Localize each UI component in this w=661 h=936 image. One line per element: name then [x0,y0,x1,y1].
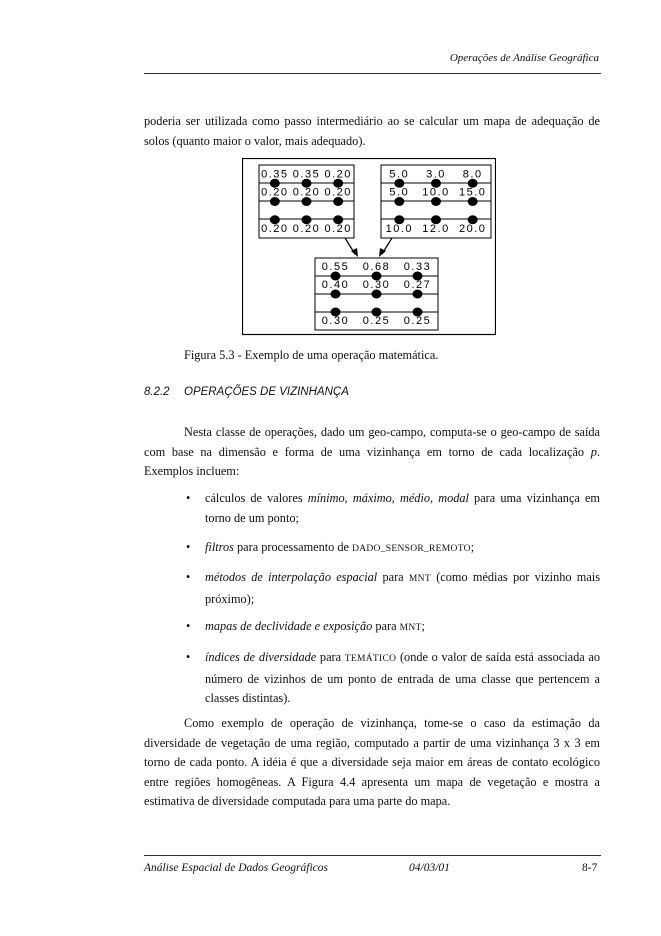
grid-c-value: 0.30 [362,279,391,292]
bullet1-sep-3: , [430,491,439,505]
grid-b-value: 5.0 [389,168,410,181]
bullet2-em: filtros [205,540,234,554]
grid-b-value: 12.0 [422,223,450,236]
bullet3-smallcaps: MNT [408,574,431,584]
grid-a-value: 0.20 [292,186,321,199]
bullet2-text-a: para processamento de [233,540,353,554]
grid-b-value: 10.0 [422,186,450,199]
para1-text-a: Nesta classe de operações, dado um geo-campo, computa-se o geo-campo de saída com base na dimensão e forma de uma vizinhança em torno de cada localização [144,425,600,459]
bullet1-em-2: máximo [352,491,392,505]
grid-a-value: 0.35 [261,168,289,181]
intro-paragraph: poderia ser utilizada como passo intermediário ao se calcular um mapa de adequação de solos (quanto maior o valor, mais adequado). [144,114,600,148]
bullet-dot-icon: • [186,570,191,584]
header-rule [144,73,601,74]
bullet1-text-a: cálculos de valores [205,491,308,505]
grid-b-value: 15.0 [458,186,487,199]
bullet5-text-a: para [316,650,345,664]
bullet-dot-icon: • [186,650,191,664]
grid-a-value: 0.20 [324,223,352,236]
bullet1-sep-1: , [344,491,353,505]
grid-a-value: 0.20 [292,223,321,236]
bullet-item-3 [186,568,600,609]
grid-a-value: 0.20 [261,223,289,236]
bullet-item-4 [186,617,600,639]
bullet-item-1 [186,489,600,528]
running-header: Operações de Análise Geográfica [449,52,599,64]
grid-c-value: 0.33 [403,261,432,274]
section-heading [144,386,349,398]
bullet1-em-3: médio [399,491,431,505]
grid-c-value: 0.25 [362,315,391,328]
grid-a-value: 0.20 [324,168,352,181]
bullet-dot-icon: • [186,619,191,633]
bullet4-text-b: ; [421,619,426,633]
bullet-item-2 [186,538,600,560]
bullet1-sep-2: , [391,491,400,505]
bullet5-text-b: (onde o valor de saída está associada ao número de vizinhos de um ponto de entrada de uma classe que pertencem a classes distintas). [205,650,600,705]
bullet3-em: métodos de interpolação espacial [205,570,378,584]
figure-frame [243,159,496,335]
grid-c-value: 0.25 [403,315,432,328]
figure-math-operation [242,158,496,336]
bullet4-em: mapas de declividade e exposição [205,619,373,633]
grid-a-value: 0.20 [261,186,289,199]
footer-rule [144,855,601,856]
bullet1-em-1: mínimo [307,491,345,505]
grid-c-value: 0.68 [362,261,391,274]
grid-a-value: 0.35 [292,168,321,181]
bullet3-text-a: para [377,570,409,584]
grid-b-value: 8.0 [462,168,483,181]
neighborhood-paragraph [144,423,600,482]
para1-variable-p: p [590,444,597,459]
page-number: 8-7 [582,862,598,874]
grid-b-value: 10.0 [385,223,414,236]
footer-date: 04/03/01 [409,862,450,874]
grid-b-value: 3.0 [426,168,446,181]
bullet2-text-b: ; [470,540,475,554]
grid-b-value: 20.0 [458,223,487,236]
footer-title: Análise Espacial de Dados Geográficos [144,862,328,874]
grid-b-value: 5.0 [389,186,410,199]
bullet1-text-b: para uma vizinhança em torno de um ponto; [205,491,600,525]
bullet-dot-icon: • [186,491,191,505]
grid-a-value: 0.20 [324,186,352,199]
bullet4-smallcaps: MNT [399,623,422,633]
section-title: OPERAÇÕES DE VIZINHANÇA [184,386,349,398]
figure-caption: Figura 5.3 - Exemplo de uma operação matemática. [184,348,439,362]
bullet1-em-4: modal [438,491,469,505]
section-number: 8.2.2 [144,386,170,398]
bullet4-text-a: para [372,619,400,633]
bullet5-smallcaps: TEMÁTICO [344,654,397,664]
para1-text-b: . Exemplos incluem: [144,444,600,478]
bullet2-smallcaps: DADO_SENSOR_REMOTO [352,544,471,554]
bullet3-text-b: (como médias por vizinho mais próximo); [205,570,601,606]
grid-c-value: 0.55 [321,261,350,274]
bullet5-em: índices de diversidade [205,650,317,664]
bullet-dot-icon: • [186,540,191,554]
grid-c-value: 0.27 [403,279,432,292]
bullet-item-5 [186,648,600,709]
grid-c-value: 0.30 [321,315,350,328]
grid-c-value: 0.40 [321,279,350,292]
example-paragraph: Como exemplo de operação de vizinhança, tome-se o caso da estimação da diversidade de vegetação de uma região, computado a partir de uma vizinhança 3 x 3 em torno de cada ponto. A idéia é que a diversidade seja maior em áreas de contato ecológico entre regiões homogêneas. A Figura 4.4 apresenta um mapa de vegetação e mostra a estimativa de diversidade computada para uma parte do mapa. [144,716,600,808]
